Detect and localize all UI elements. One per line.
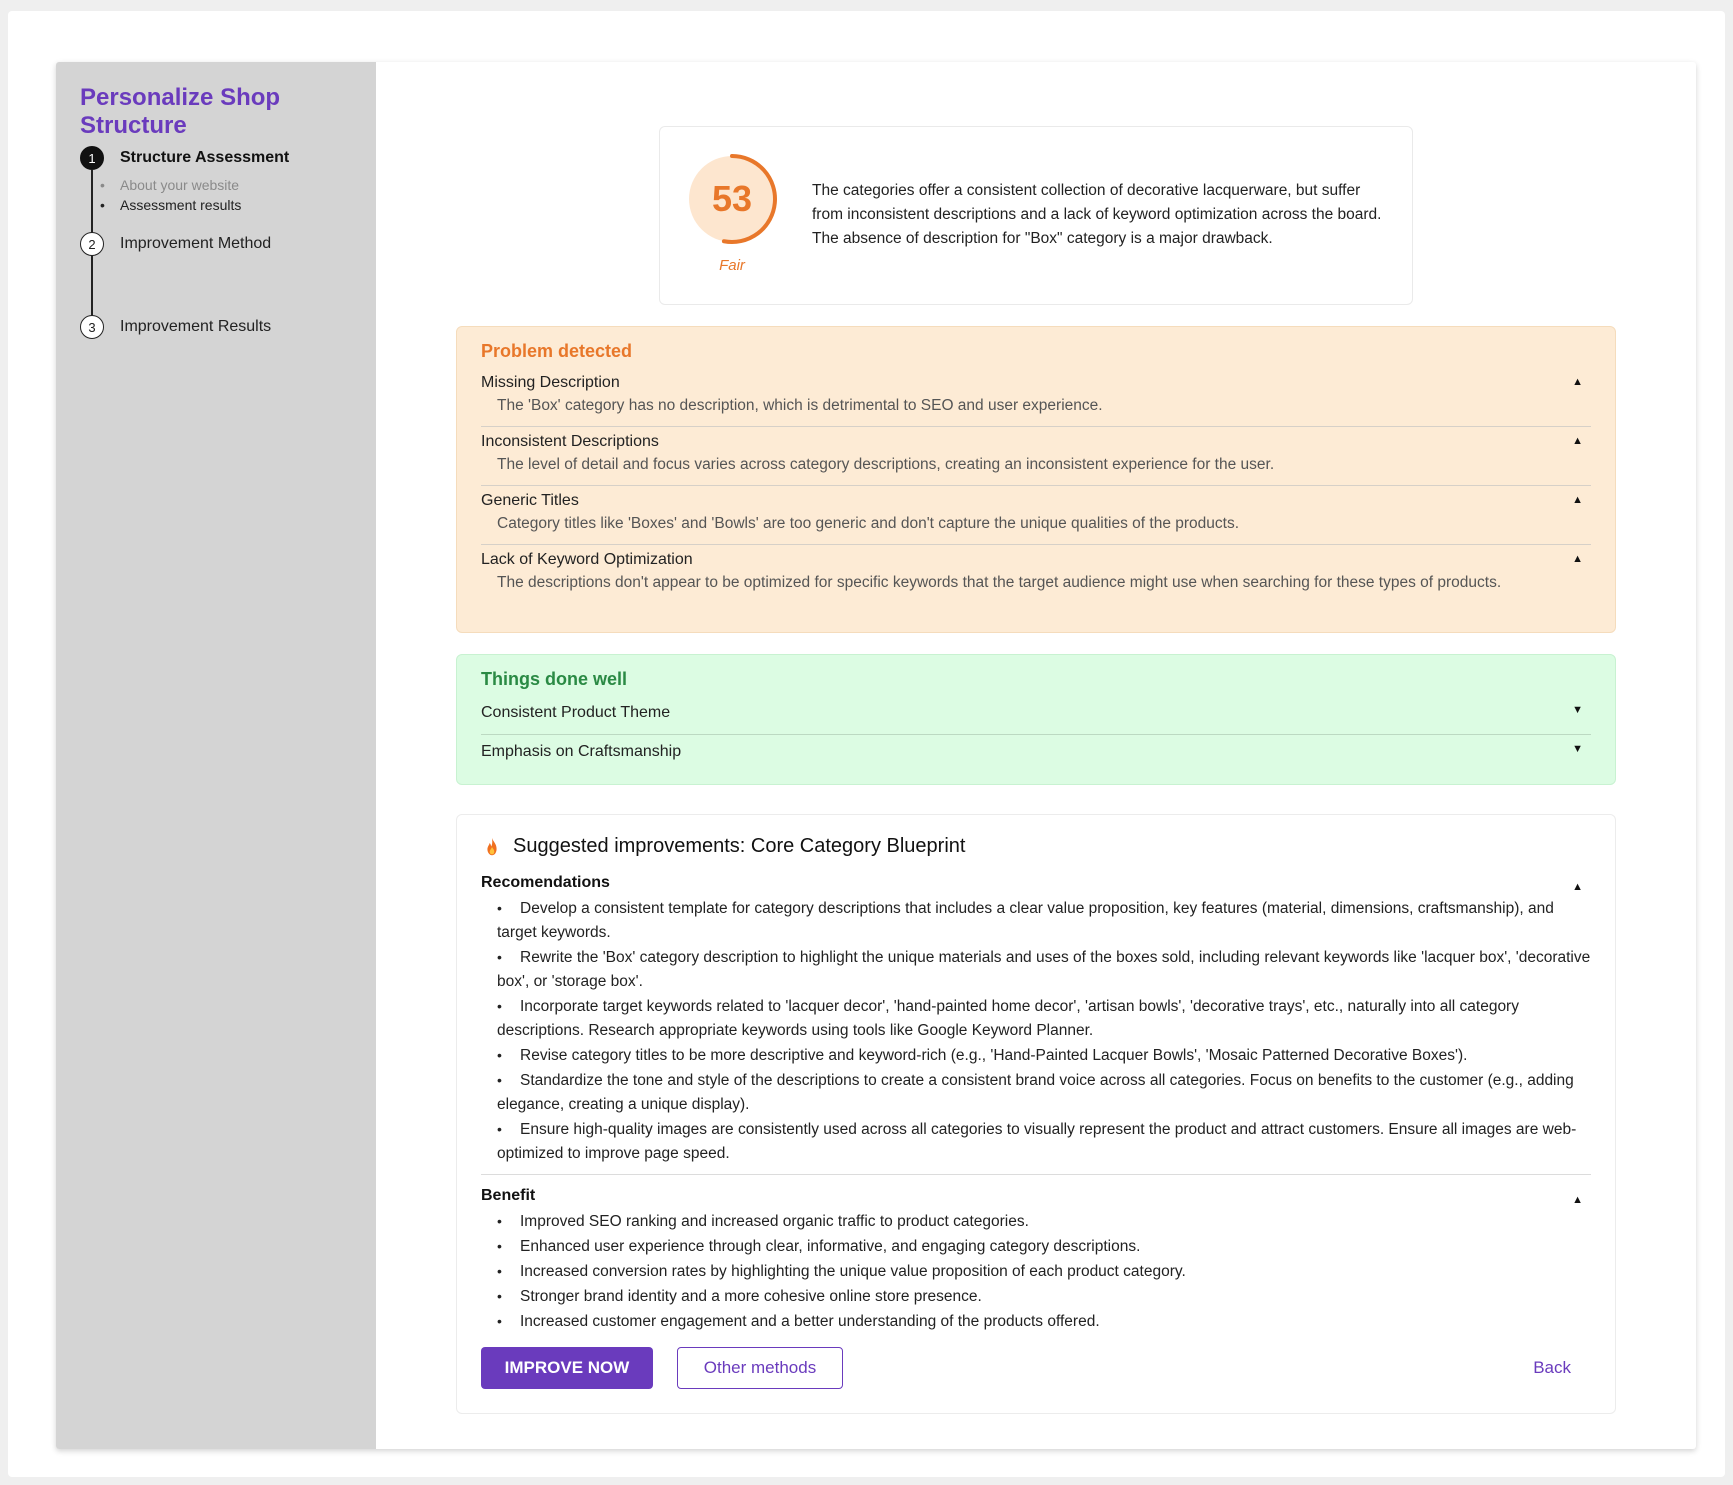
problem-item-title: Missing Description <box>481 374 620 391</box>
problem-panel-title: Problem detected <box>481 341 633 361</box>
problem-item[interactable] <box>481 368 1591 427</box>
back-button[interactable]: Back <box>1533 1347 1571 1389</box>
problem-item-desc: The 'Box' category has no description, which is detrimental to SEO and user experience. <box>497 397 1103 414</box>
chevron-up-icon[interactable]: ▲ <box>1572 494 1583 506</box>
problem-item-title: Generic Titles <box>481 492 579 509</box>
problem-item[interactable] <box>481 486 1591 545</box>
substep-assessment-results[interactable]: • Assessment results <box>120 195 241 215</box>
chevron-down-icon[interactable]: ▼ <box>1572 704 1583 716</box>
suggestions-card <box>456 814 1616 1414</box>
chevron-up-icon[interactable]: ▲ <box>1572 1194 1583 1206</box>
score-rating: Fair <box>719 257 745 274</box>
benefit-list <box>481 1209 1591 1334</box>
step-improvement-results[interactable] <box>80 315 271 339</box>
problem-panel <box>456 326 1616 633</box>
score-summary: The categories offer a consistent collection of decorative lacquerware, but suffer from inconsistent descriptions and a lack of keyword optimization across the board. The absence of description for "Box" category is a major drawback. <box>812 182 1382 247</box>
suggestions-title: Suggested improvements: Core Category Blueprint <box>513 835 966 857</box>
list-item: • Develop a consistent template for category descriptions that includes a clear value proposition, key features (material, dimensions, craftsmanship), and target keywords. <box>497 896 1591 945</box>
main-card <box>56 62 1696 1449</box>
step-structure-assessment[interactable] <box>80 146 289 170</box>
list-item: • Revise category titles to be more descriptive and keyword-rich (e.g., 'Hand-Painted Lacquer Bowls', 'Mosaic Patterned Decorative Boxes'). <box>497 1043 1591 1068</box>
good-item-title: Consistent Product Theme <box>481 704 671 721</box>
list-item: • Increased customer engagement and a better understanding of the products offered. <box>497 1309 1591 1334</box>
list-item: • Stronger brand identity and a more cohesive online store presence. <box>497 1284 1591 1309</box>
step-improvement-method[interactable] <box>80 232 271 256</box>
substep-list <box>120 175 241 215</box>
recommendations-header[interactable] <box>481 872 1591 894</box>
list-item: • Rewrite the 'Box' category description to highlight the unique materials and uses of the boxes sold, including relevant keywords like 'lacquer box', 'decorative box', or 'storage box'. <box>497 945 1591 994</box>
sidebar-title: Personalize Shop Structure <box>80 84 281 139</box>
chevron-up-icon[interactable]: ▲ <box>1572 553 1583 565</box>
list-item: • Increased conversion rates by highlighting the unique value proposition of each product category. <box>497 1259 1591 1284</box>
divider <box>481 1174 1591 1175</box>
chevron-up-icon[interactable]: ▲ <box>1572 376 1583 388</box>
score-card <box>659 126 1413 305</box>
app-frame <box>8 11 1725 1477</box>
substep-about-website[interactable]: • About your website <box>120 175 241 195</box>
benefit-label: Benefit <box>481 1187 536 1204</box>
fire-icon <box>481 836 503 858</box>
list-item: • Improved SEO ranking and increased organic traffic to product categories. <box>497 1209 1591 1234</box>
list-item: • Standardize the tone and style of the descriptions to create a consistent brand voice across all categories. Focus on benefits to the customer (e.g., adding elegance, creating a unique display). <box>497 1068 1591 1117</box>
good-panel-title: Things done well <box>481 669 628 689</box>
chevron-up-icon[interactable]: ▲ <box>1572 881 1583 893</box>
sidebar <box>56 62 376 1449</box>
score-value: 53 <box>711 178 753 219</box>
problem-item[interactable] <box>481 545 1591 603</box>
problem-item-desc: Category titles like 'Boxes' and 'Bowls' are too generic and don't capture the unique qualities of the products. <box>497 515 1240 532</box>
benefit-header[interactable] <box>481 1185 1591 1207</box>
problem-item-title: Lack of Keyword Optimization <box>481 551 693 568</box>
problem-item-title: Inconsistent Descriptions <box>481 433 659 450</box>
problem-item-desc: The level of detail and focus varies across category descriptions, creating an inconsistent experience for the user. <box>497 456 1275 473</box>
good-item-title: Emphasis on Craftsmanship <box>481 743 682 760</box>
suggestions-heading <box>481 835 1591 858</box>
step-label: Structure Assessment <box>120 149 290 166</box>
step-label: Improvement Method <box>120 235 272 252</box>
other-methods-button[interactable]: Other methods <box>677 1347 843 1389</box>
chevron-up-icon[interactable]: ▲ <box>1572 435 1583 447</box>
step-label: Improvement Results <box>120 318 272 335</box>
action-row <box>481 1347 1591 1389</box>
improve-now-button[interactable]: IMPROVE NOW <box>481 1347 653 1389</box>
list-item: • Ensure high-quality images are consistently used across all categories to visually represent the product and attract customers. Ensure all images are web-optimized to improve page speed. <box>497 1117 1591 1166</box>
step-number: 3 <box>80 315 104 339</box>
list-item: • Enhanced user experience through clear, informative, and engaging category descriptions. <box>497 1234 1591 1259</box>
good-panel <box>456 654 1616 785</box>
main-content <box>376 62 1696 1449</box>
good-item[interactable] <box>481 735 1591 773</box>
list-item: • Incorporate target keywords related to 'lacquer decor', 'hand-painted home decor', 'artisan bowls', 'decorative trays', etc., naturally into all category descriptions. Research appropriate keywords using tools like Google Keyword Planner. <box>497 994 1591 1043</box>
recommendations-list <box>481 896 1591 1166</box>
problem-item[interactable] <box>481 427 1591 486</box>
good-item[interactable] <box>481 696 1591 735</box>
step-number: 2 <box>80 232 104 256</box>
recommendations-label: Recomendations <box>481 874 610 891</box>
chevron-down-icon[interactable]: ▼ <box>1572 743 1583 755</box>
problem-item-desc: The descriptions don't appear to be optimized for specific keywords that the target audience might use when searching for these types of products. <box>497 574 1502 591</box>
step-number: 1 <box>80 146 104 170</box>
